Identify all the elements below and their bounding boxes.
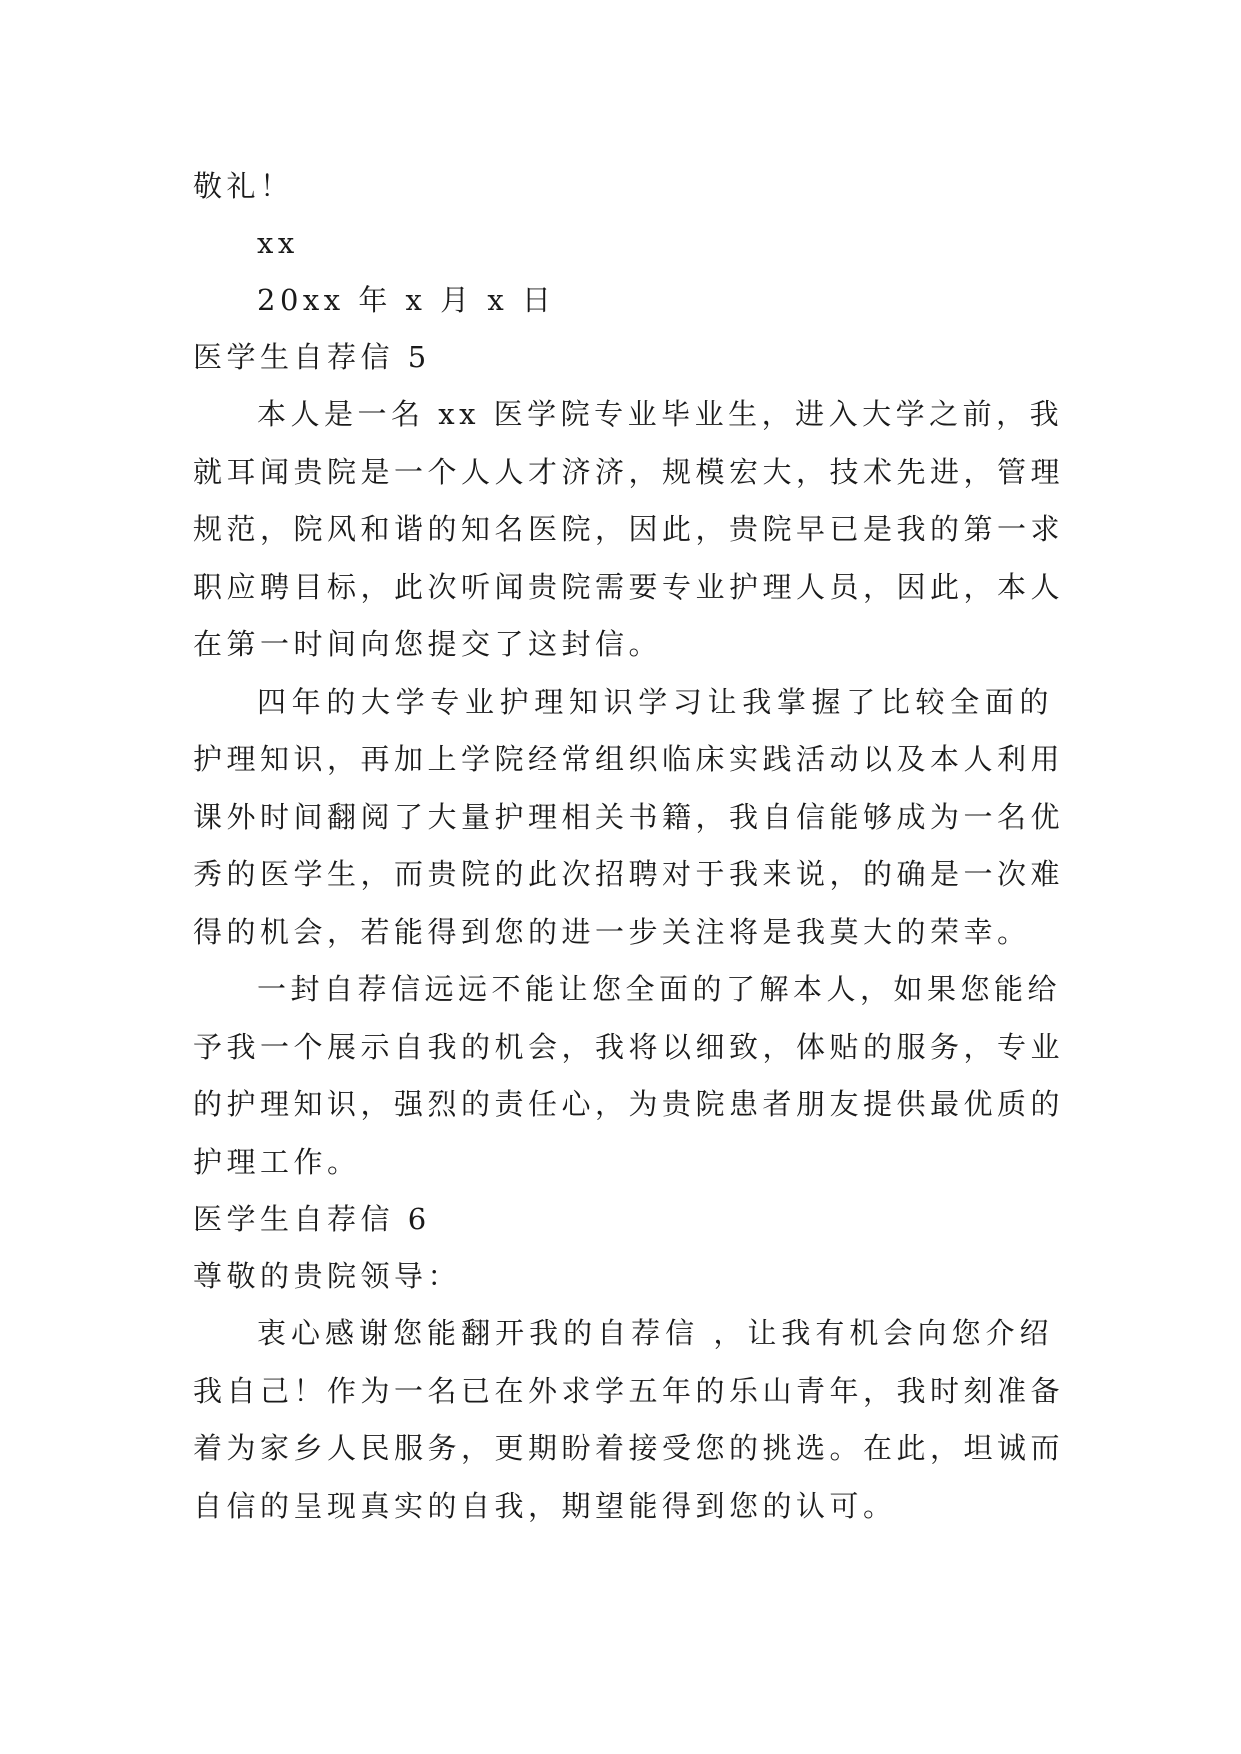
- section-6-paragraph-1: [193, 1305, 1065, 1535]
- text-line: 衷心感谢您能翻开我的自荐信 ，让我有机会向您介绍: [257, 1316, 1053, 1350]
- section-6-title: 医学生自荐信 6: [193, 1202, 431, 1236]
- signature-line: xx: [257, 226, 299, 260]
- closing-line: 敬礼！: [193, 169, 294, 203]
- text-line: 规范，院风和谐的知名医院，因此，贵院早已是我的第一求: [193, 512, 1065, 546]
- text-line: 本人是一名 xx 医学院专业毕业生，进入大学之前，我: [257, 397, 1064, 431]
- text-line: 护理工作。: [193, 1144, 361, 1179]
- text-line: 课外时间翻阅了大量护理相关书籍，我自信能够成为一名优: [193, 799, 1065, 834]
- text-line: 就耳闻贵院是一个人人才济济，规模宏大，技术先进，管理: [193, 454, 1065, 489]
- text-line: 在第一时间向您提交了这封信。: [193, 627, 663, 661]
- text-line: 一封自荐信远远不能让您全面的了解本人，如果您能给: [257, 972, 1062, 1006]
- text-line: 予我一个展示自我的机会，我将以细致，体贴的服务，专业: [193, 1029, 1065, 1064]
- text-line: 护理知识，再加上学院经常组织临床实践活动以及本人利用: [193, 742, 1065, 776]
- text-line: 着为家乡人民服务，更期盼着接受您的挑选。在此，坦诚而: [193, 1431, 1065, 1465]
- section-5-paragraph-1: [193, 386, 1065, 674]
- text-line: 职应聘目标，此次听闻贵院需要专业护理人员，因此，本人: [193, 569, 1065, 604]
- date-line: 20xx 年 x 月 x 日: [257, 283, 556, 317]
- document-page: [193, 158, 1065, 1535]
- text-line: 自信的呈现真实的自我，期望能得到您的认可。: [193, 1488, 897, 1523]
- section-5-title: 医学生自荐信 5: [193, 340, 431, 374]
- section-5-paragraph-3: [193, 961, 1065, 1191]
- text-line: 秀的医学生，而贵院的此次招聘对于我来说，的确是一次难: [193, 857, 1065, 891]
- section-5-paragraph-2: [193, 674, 1065, 962]
- text-line: 的护理知识，强烈的责任心，为贵院患者朋友提供最优质的: [193, 1087, 1065, 1121]
- text-line: 我自己！作为一名已在外求学五年的乐山青年，我时刻准备: [193, 1373, 1065, 1408]
- text-line: 得的机会，若能得到您的进一步关注将是我莫大的荣幸。: [193, 914, 1031, 949]
- text-line: 四年的大学专业护理知识学习让我掌握了比较全面的: [257, 684, 1053, 719]
- section-6-salutation: 尊敬的贵院领导：: [193, 1259, 462, 1293]
